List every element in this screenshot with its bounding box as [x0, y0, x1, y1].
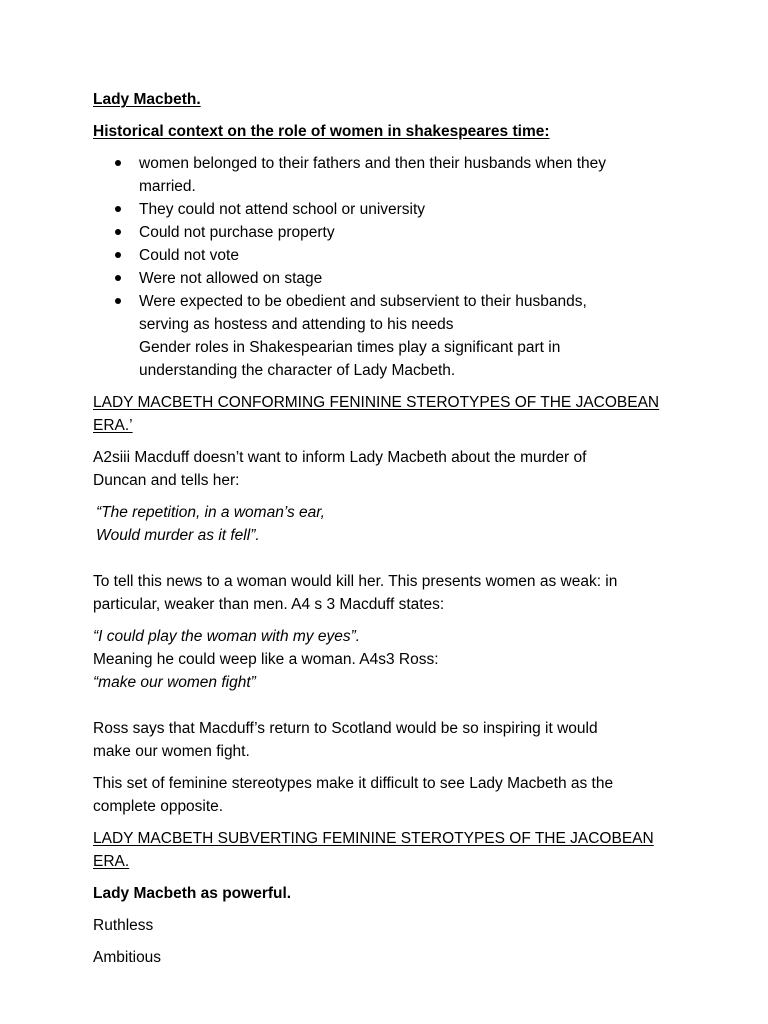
- news-paragraph: To tell this news to a woman would kill her. This presents women as weak: in particular, weaker than men. A4 s 3 Macduff states:: [93, 573, 618, 613]
- women-role-list: [93, 152, 693, 336]
- ross-paragraph: Ross says that Macduff’s return to Scotland would be so inspiring it would make our women fight.: [93, 720, 598, 760]
- context-heading: Historical context on the role of women in shakespeares time:: [93, 123, 550, 140]
- quote-women-fight: “make our women fight”: [93, 674, 256, 691]
- document-title: Lady Macbeth.: [93, 91, 201, 108]
- bullet-icon: [115, 275, 121, 281]
- list-item: Could not vote: [93, 244, 693, 267]
- bullet-icon: [115, 252, 121, 258]
- eyes-quote-block: [93, 625, 693, 694]
- quote-repetition: “The repetition, in a woman’s ear, Would murder as it fell”.: [96, 504, 325, 544]
- list-item: Were expected to be obedient and subservient to their husbands, serving as hostess and attending to his needs: [93, 290, 693, 336]
- bullet-icon: [115, 229, 121, 235]
- list-item: women belonged to their fathers and then their husbands when they married.: [93, 152, 693, 198]
- bullet-icon: [115, 206, 121, 212]
- bullet-icon: [115, 298, 121, 304]
- conforming-heading: LADY MACBETH CONFORMING FENININE STEROTYPES OF THE JACOBEAN ERA.’: [93, 394, 660, 434]
- stereotype-paragraph: This set of feminine stereotypes make it difficult to see Lady Macbeth as the complete opposite.: [93, 775, 614, 815]
- powerful-heading: Lady Macbeth as powerful.: [93, 885, 292, 902]
- list-item: They could not attend school or university: [93, 198, 693, 221]
- gender-roles-paragraph: Gender roles in Shakespearian times play a significant part in understanding the character of Lady Macbeth.: [139, 339, 561, 379]
- trait-ambitious: Ambitious: [93, 949, 162, 966]
- document-page: [93, 88, 693, 969]
- list-item: Could not purchase property: [93, 221, 693, 244]
- subverting-heading: LADY MACBETH SUBVERTING FEMININE STEROTYPES OF THE JACOBEAN ERA.: [93, 830, 654, 870]
- macduff-paragraph: A2siii Macduff doesn’t want to inform Lady Macbeth about the murder of Duncan and tells her:: [93, 449, 587, 489]
- list-item: Were not allowed on stage: [93, 267, 693, 290]
- quote-play-woman: “I could play the woman with my eyes”.: [93, 628, 361, 645]
- bullet-icon: [115, 160, 121, 166]
- meaning-line: Meaning he could weep like a woman. A4s3 Ross:: [93, 651, 439, 668]
- trait-ruthless: Ruthless: [93, 917, 154, 934]
